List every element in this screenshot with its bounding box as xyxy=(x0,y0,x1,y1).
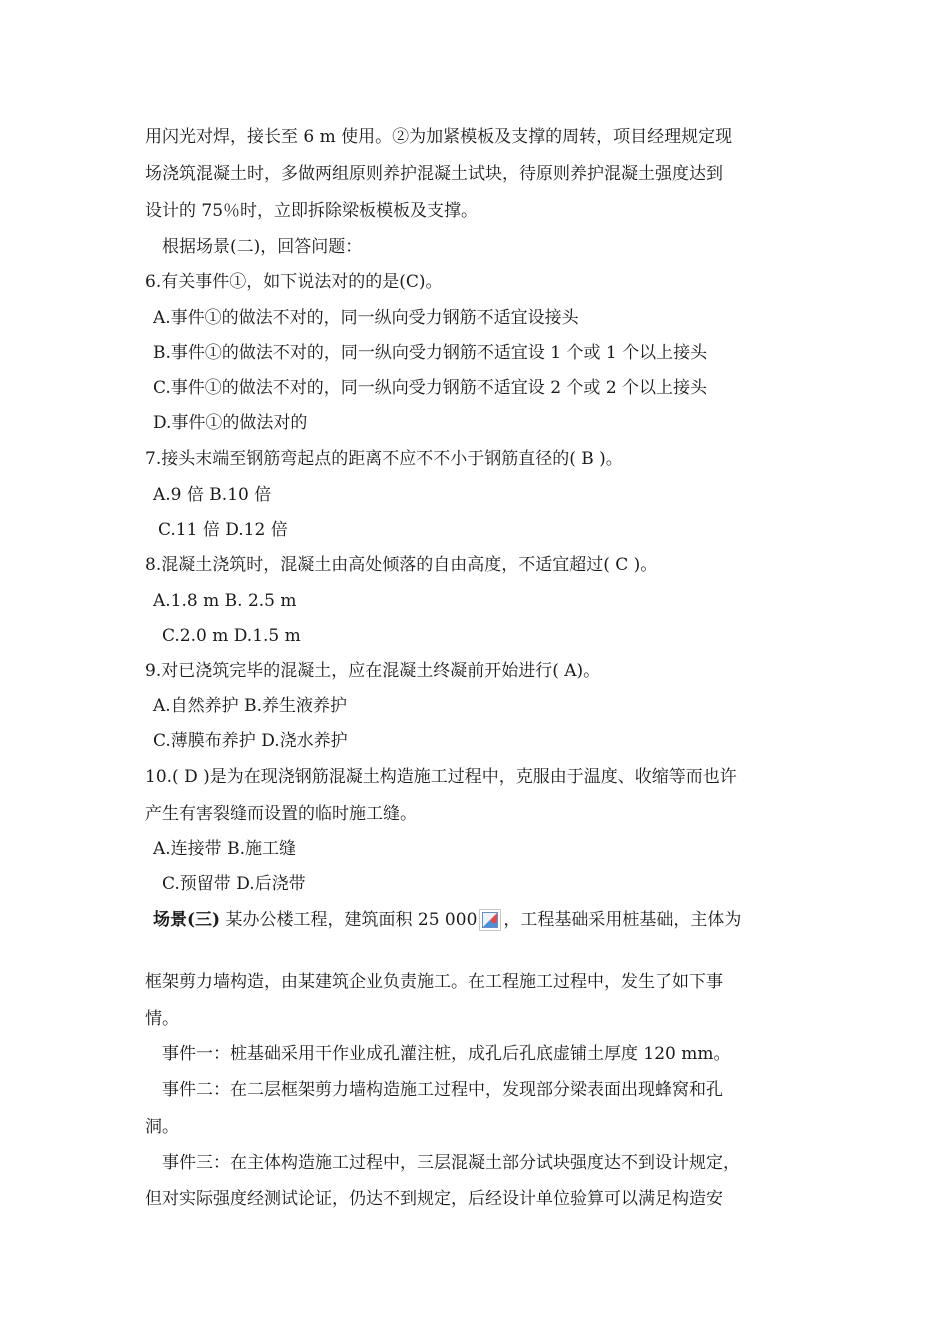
text-line: 框架剪力墙构造，由某建筑企业负责施工。在工程施工过程中，发生了如下事 xyxy=(145,972,723,992)
options-ab: A.连接带 B.施工缝 xyxy=(153,839,296,859)
broken-image-icon xyxy=(479,909,501,931)
text-line: 根据场景(二)，回答问题： xyxy=(162,237,363,257)
scene3-intro xyxy=(153,909,741,931)
options-cd: C.预留带 D.后浇带 xyxy=(162,874,306,894)
question-9: 9.对已浇筑完毕的混凝土，应在混凝土终凝前开始进行( A)。 xyxy=(145,661,601,681)
text-line: 但对实际强度经测试论证，仍达不到规定，后经设计单位验算可以满足构造安 xyxy=(145,1189,723,1209)
text-line: 设计的 75％时，立即拆除梁板模板及支撑。 xyxy=(145,201,479,221)
question-7: 7.接头末端至钢筋弯起点的距离不应不不小于钢筋直径的( B )。 xyxy=(145,449,623,469)
options-cd: C.2.0 m D.1.5 m xyxy=(162,626,301,646)
options-ab: A.1.8 m B. 2.5 m xyxy=(153,591,297,611)
question-6: 6.有关事件①，如下说法对的的是(C)。 xyxy=(145,272,443,292)
options-cd: C.薄膜布养护 D.浇水养护 xyxy=(153,731,348,751)
question-10: 10.( D )是为在现浇钢筋混凝土构造施工过程中，克服由于温度、收缩等而也许 xyxy=(145,767,737,787)
question-8: 8.混凝土浇筑时，混凝土由高处倾落的自由高度，不适宜超过( C )。 xyxy=(145,555,658,575)
event-1: 事件一：桩基础采用干作业成孔灌注桩，成孔后孔底虚铺土厚度 120 mm。 xyxy=(162,1044,731,1064)
scene3-title: 场景(三) xyxy=(153,910,221,930)
broken-image-icon-graphic xyxy=(482,912,498,928)
text-line: 情。 xyxy=(145,1009,179,1029)
event-3: 事件三：在主体构造施工过程中，三层混凝土部分试块强度达不到设计规定， xyxy=(162,1153,740,1173)
option-b: B.事件①的做法不对的，同一纵向受力钢筋不适宜设 1 个或 1 个以上接头 xyxy=(153,343,708,363)
text-line: 产生有害裂缝而设置的临时施工缝。 xyxy=(145,804,417,824)
scene3-text: 某办公楼工程，建筑面积 25 000 xyxy=(220,910,478,930)
options-cd: C.11 倍 D.12 倍 xyxy=(158,520,288,540)
text-line: 用闪光对焊，接长至 6 m 使用。②为加紧模板及支撑的周转，项目经理规定现 xyxy=(145,127,733,147)
options-ab: A.9 倍 B.10 倍 xyxy=(153,485,272,505)
event-2: 事件二：在二层框架剪力墙构造施工过程中，发现部分梁表面出现蜂窝和孔 xyxy=(162,1080,723,1100)
option-c: C.事件①的做法不对的，同一纵向受力钢筋不适宜设 2 个或 2 个以上接头 xyxy=(153,378,708,398)
options-ab: A.自然养护 B.养生液养护 xyxy=(153,696,347,716)
scene3-text: ，工程基础采用桩基础，主体为 xyxy=(503,910,742,930)
text-line: 场浇筑混凝土时，多做两组原则养护混凝土试块，待原则养护混凝土强度达到 xyxy=(145,164,723,184)
option-a: A.事件①的做法不对的，同一纵向受力钢筋不适宜设接头 xyxy=(153,308,579,328)
text-line: 洞。 xyxy=(145,1117,179,1137)
option-d: D.事件①的做法对的 xyxy=(153,413,308,433)
